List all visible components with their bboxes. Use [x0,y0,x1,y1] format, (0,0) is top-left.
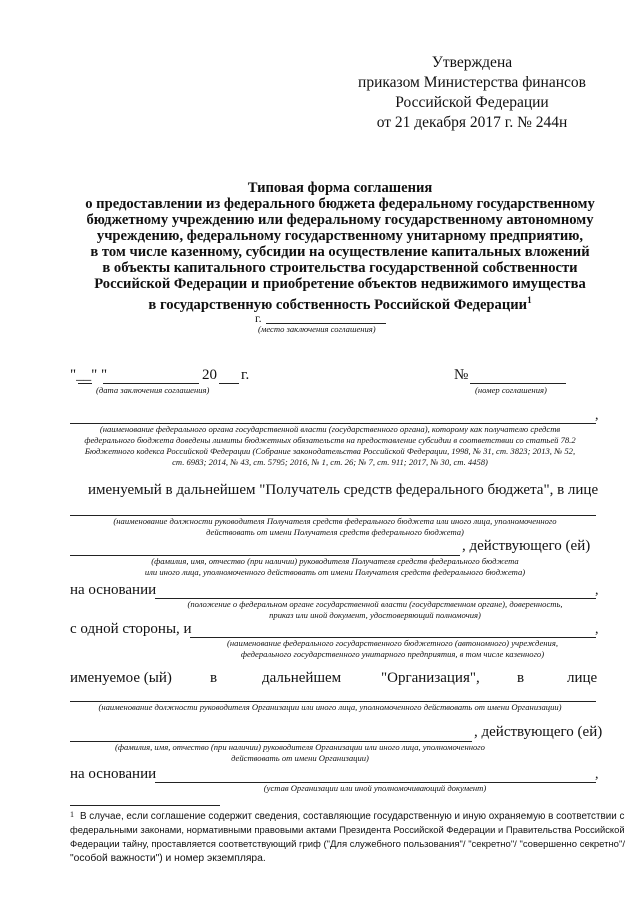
authority-comma: , [595,408,599,423]
approval-line-4: от 21 декабря 2017 г. № 244н [376,114,568,131]
date-year-line[interactable] [219,383,239,384]
org-word-3: дальнейшем [262,670,342,686]
date-year-suffix: г. [241,367,250,383]
footnote-mark: 1 [70,810,74,819]
authority-caption-1: (наименование федерального органа государственной власти (государственного органа), которому как получателю средств [99,424,561,434]
title-footnote-mark: 1 [527,295,532,305]
title-line-4: учреждению, федеральному государственному унитарному предприятию, [96,228,584,244]
date-year-prefix: 20 [202,367,217,383]
footnote-line-4: "особой важности") и номер экземпляра. [70,853,266,864]
org-word-1: именуемое (ый) [70,670,172,686]
date-caption: (дата заключения соглашения) [96,385,210,395]
recipient-fio-caption-2: или иного лица, уполномоченного действовать от имени Получателя средств федерального бюджета) [144,567,526,577]
org-word-4: "Организация", [381,670,480,686]
org-word-2: в [210,670,218,686]
party-comma: , [595,622,599,637]
recipient-fio-caption-1: (фамилия, имя, отчество (при наличии) руководителя Получателя средств федерального бюджета [151,556,519,566]
party-prefix: с одной стороны, и [70,621,192,637]
org-fio-caption-1: (фамилия, имя, отчество (при наличии) руководителя Организации или иного лица, уполномоченного [115,742,485,752]
org-word-5: в [517,670,525,686]
place-prefix: г. [255,311,262,325]
approval-line-2: приказом Министерства финансов [358,74,586,91]
date-month-line[interactable] [103,383,199,384]
party-caption-1: (наименование федерального государственного бюджетного (автономного) учреждения, [227,638,558,648]
title-line-5: в том числе казенному, субсидии на осуществление капитальных вложений [90,244,590,260]
footnote-line-1: В случае, если соглашение содержит сведения, составляющие государственную и иную охраняемую в соответствии с [80,811,625,822]
recipient-caption-1: (наименование должности руководителя Получателя средств федерального бюджета или иного лица, уполномоченного [113,516,557,526]
recipient-basis-caption-2: приказ или иной документ, удостоверяющий полномочия) [269,610,481,620]
title-line-8-text: в государственную собственность Российской Федерации [148,296,528,313]
date-quotes: "__" " [70,367,108,383]
org-basis-label: на основании [70,766,157,782]
place-caption: (место заключения соглашения) [258,324,376,334]
title-line-2: о предоставлении из федерального бюджета федеральному государственному [85,196,595,212]
recipient-text: именуемый в дальнейшем "Получатель средств федерального бюджета", в лице [88,482,599,498]
org-word-6: лице [567,670,598,686]
title-line-6: в объекты капитального строительства государственной собственности [102,260,578,276]
number-blank-line[interactable] [470,383,566,384]
recipient-basis-comma: , [595,583,599,598]
title-line-7: Российской Федерации и приобретение объектов недвижимого имущества [94,276,586,292]
recipient-basis-caption-1: (положение о федеральном органе государственной власти (государственном органе), доверенность, [187,599,563,609]
org-basis-caption: (устав Организации или иной уполномочивающий документ) [263,783,487,793]
title-line-3: бюджетному учреждению или федеральному государственному автономному [86,212,594,228]
org-fio-caption-2: действовать от имени Организации) [231,753,369,763]
org-caption: (наименование должности руководителя Организации или иного лица, уполномоченного действовать от имени Организации) [98,702,562,712]
org-basis-comma: , [595,767,599,782]
authority-caption-2: федерального бюджета доведены лимиты бюджетных обязательств на предоставление субсидии в соответствии со статьей 78.2 [84,435,576,445]
approval-line-3: Российской Федерации [395,94,549,111]
title-line-8 [60,292,620,313]
approval-line-1: Утверждена [431,54,513,71]
footnote-line-2: федеральными законами, нормативными правовыми актами Президента Российской Федерации и Правительства Российской [70,825,625,835]
number-sign: № [454,367,469,383]
footnote-line-3: Федерации тайну, проставляется соответствующий гриф ("Для служебного пользования"/ "секретно"/ "совершенно секретно"/ [70,839,625,850]
title-line-1: Типовая форма соглашения [247,180,433,196]
recipient-caption-2: действовать от имени Получателя средств федерального бюджета) [206,527,464,537]
authority-caption-3: Бюджетного кодекса Российской Федерации (Собрание законодательства Российской Федерации, 1998, № 31, ст. 3823; 2013, № 52, [84,446,576,456]
party-caption-2: федерального государственного унитарного предприятия, в том числе казенного) [240,649,545,659]
org-acting: , действующего (ей) [474,724,603,740]
footnote-separator [70,805,220,806]
authority-caption-4: ст. 6983; 2014, № 43, ст. 5795; 2016, № 1, ст. 26; № 7, ст. 911; 2017, № 30, ст. 4458) [172,457,488,467]
number-caption: (номер соглашения) [475,385,547,395]
recipient-acting: , действующего (ей) [462,538,591,554]
date-day-line[interactable] [78,383,92,384]
recipient-basis-label: на основании [70,582,157,598]
